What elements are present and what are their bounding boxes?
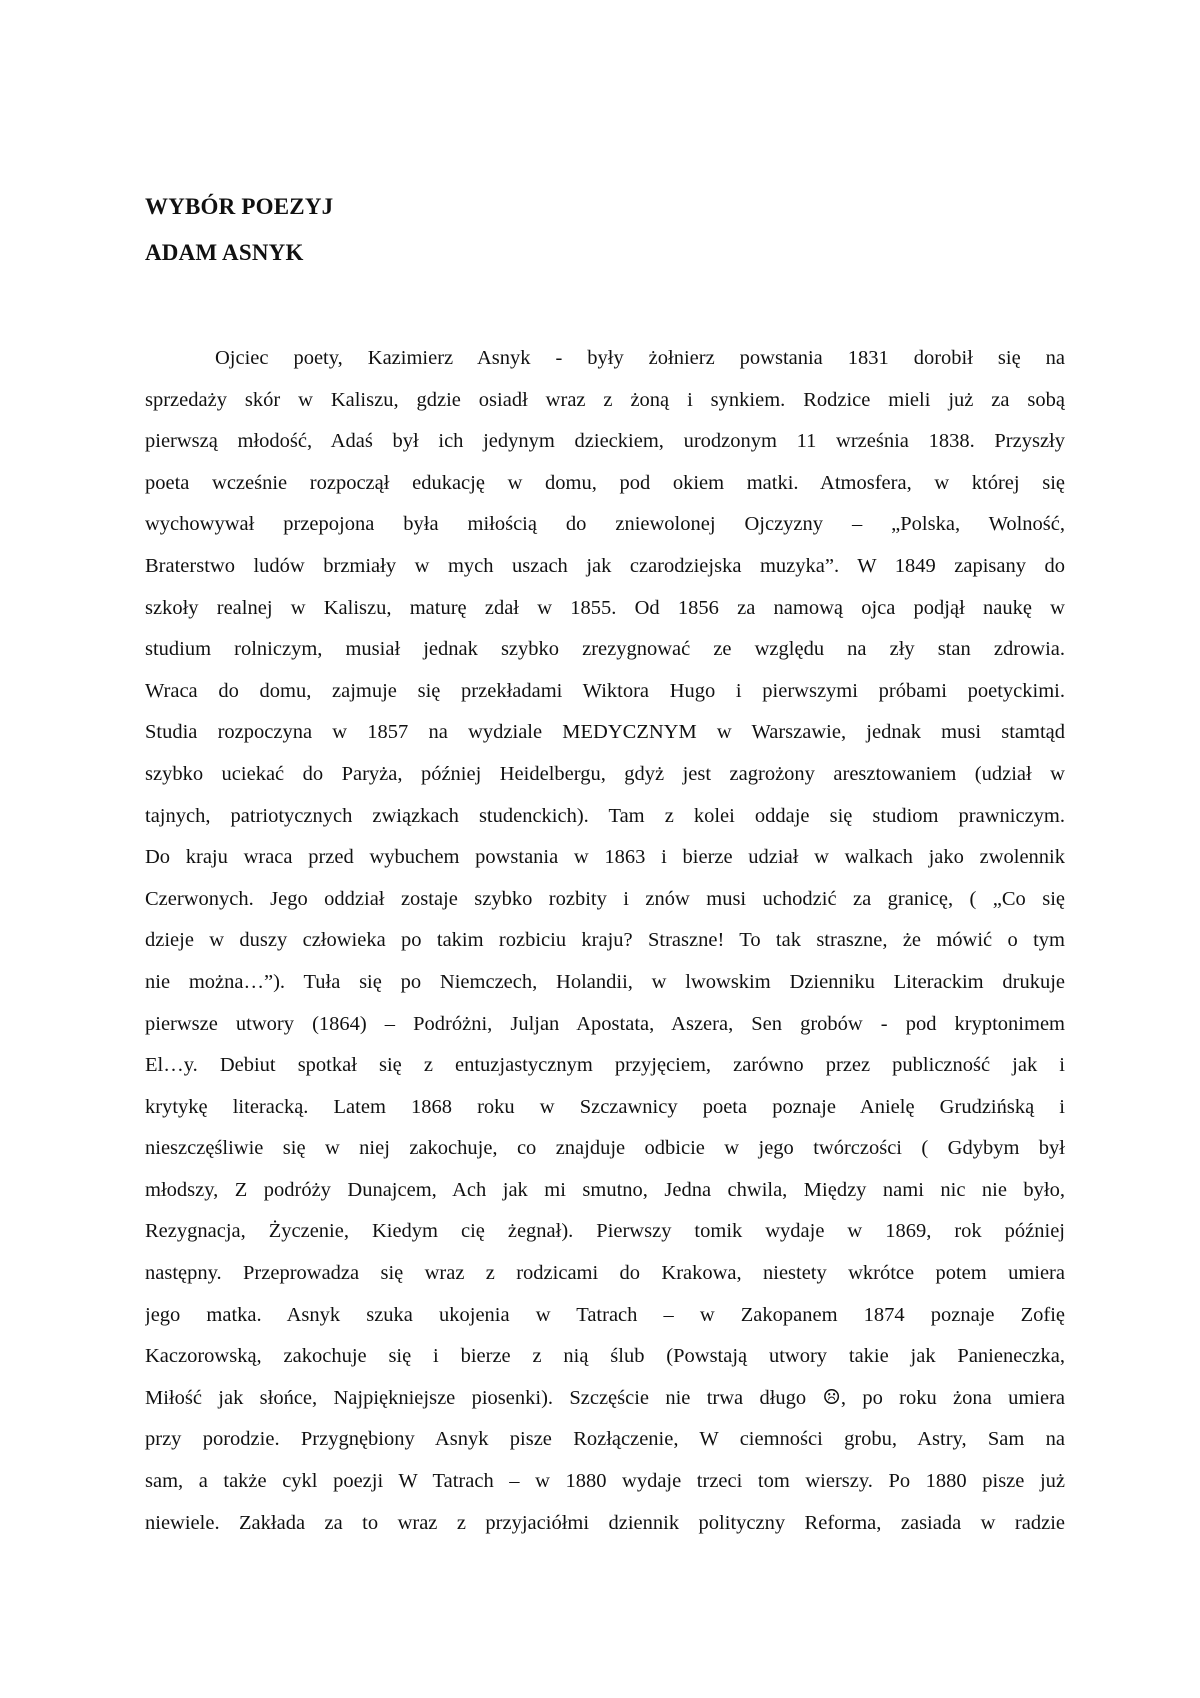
body-line: sam, a także cykl poezji W Tatrach – w 1880 wydaje trzeci tom wierszy. Po 1880 pisze już [145,1470,1065,1493]
body-line: Czerwonych. Jego oddział zostaje szybko rozbity i znów musi uchodzić za granicę, ( „Co się [145,887,1065,910]
body-line: pierwsze utwory (1864) – Podróżni, Juljan Apostata, Aszera, Sen grobów - pod kryptonimem [145,1012,1065,1035]
body-line: poeta wcześnie rozpoczął edukację w domu, pod okiem matki. Atmosfera, w której się [145,471,1065,494]
body-line: Studia rozpoczyna w 1857 na wydziale MEDYCZNYM w Warszawie, jednak musi stamtąd [145,721,1065,744]
body-paragraph [145,338,1065,1544]
title-block [145,193,1045,267]
body-line: Do kraju wraca przed wybuchem powstania w 1863 i bierze udział w walkach jako zwolennik [145,846,1065,869]
body-line: pierwszą młodość, Adaś był ich jedynym dzieckiem, urodzonym 11 września 1838. Przyszły [145,430,1065,453]
body-line: jego matka. Asnyk szuka ukojenia w Tatrach – w Zakopanem 1874 poznaje Zofię [145,1303,1065,1326]
body-line: nieszczęśliwie się w niej zakochuje, co znajduje odbicie w jego twórczości ( Gdybym był [145,1137,1065,1160]
body-line: krytykę literacką. Latem 1868 roku w Szczawnicy poeta poznaje Anielę Grudzińską i [145,1095,1065,1118]
body-line: Braterstwo ludów brzmiały w mych uszach jak czarodziejska muzyka”. W 1849 zapisany do [145,554,1065,577]
body-line: przy porodzie. Przygnębiony Asnyk pisze Rozłączenie, W ciemności grobu, Astry, Sam na [145,1428,1065,1451]
body-line: szybko uciekać do Paryża, później Heidelbergu, gdyż jest zagrożony aresztowaniem (udział w [145,762,1065,785]
body-line: Ojciec poety, Kazimierz Asnyk - były żołnierz powstania 1831 dorobił się na [215,347,1065,369]
body-line: nie można…”). Tuła się po Niemczech, Holandii, w lwowskim Dzienniku Literackim drukuje [145,970,1065,993]
body-line: następny. Przeprowadza się wraz z rodzicami do Krakowa, niestety wkrótce potem umiera [145,1262,1065,1285]
body-line: tajnych, patriotycznych związkach studenckich). Tam z kolei oddaje się studiom prawniczym. [145,804,1065,827]
body-line: szkoły realnej w Kaliszu, maturę zdał w 1855. Od 1856 za namową ojca podjął naukę w [145,596,1065,619]
body-line: Wraca do domu, zajmuje się przekładami Wiktora Hugo i pierwszymi próbami poetyckimi. [145,679,1065,702]
body-line: studium rolniczym, musiał jednak szybko zrezygnować ze względu na zły stan zdrowia. [145,638,1065,661]
body-line: Rezygnacja, Życzenie, Kiedym cię żegnał). Pierwszy tomik wydaje w 1869, rok później [145,1220,1065,1243]
body-line: Kaczorowską, zakochuje się i bierze z nią ślub (Powstają utwory takie jak Panieneczka, [145,1345,1065,1368]
body-line: wychowywał przepojona była miłością do zniewolonej Ojczyzny – „Polska, Wolność, [145,513,1065,536]
document-author: ADAM ASNYK [145,240,304,265]
body-line: dzieje w duszy człowieka po takim rozbiciu kraju? Straszne! To tak straszne, że mówić o tym [145,929,1065,952]
body-line: Miłość jak słońce, Najpiękniejsze piosenki). Szczęście nie trwa długo ☹, po roku żona umiera [145,1386,1065,1409]
body-line: sprzedaży skór w Kaliszu, gdzie osiadł wraz z żoną i synkiem. Rodzice mieli już za sobą [145,388,1065,411]
body-line: El…y. Debiut spotkał się z entuzjastycznym przyjęciem, zarówno przez publiczność jak i [145,1054,1065,1077]
document-title: WYBÓR POEZYJ [145,194,334,219]
body-line: młodszy, Z podróży Dunajcem, Ach jak mi smutno, Jedna chwila, Między nami nic nie było, [145,1178,1065,1201]
body-line: niewiele. Zakłada za to wraz z przyjaciółmi dziennik polityczny Reforma, zasiada w radzie [145,1511,1065,1534]
